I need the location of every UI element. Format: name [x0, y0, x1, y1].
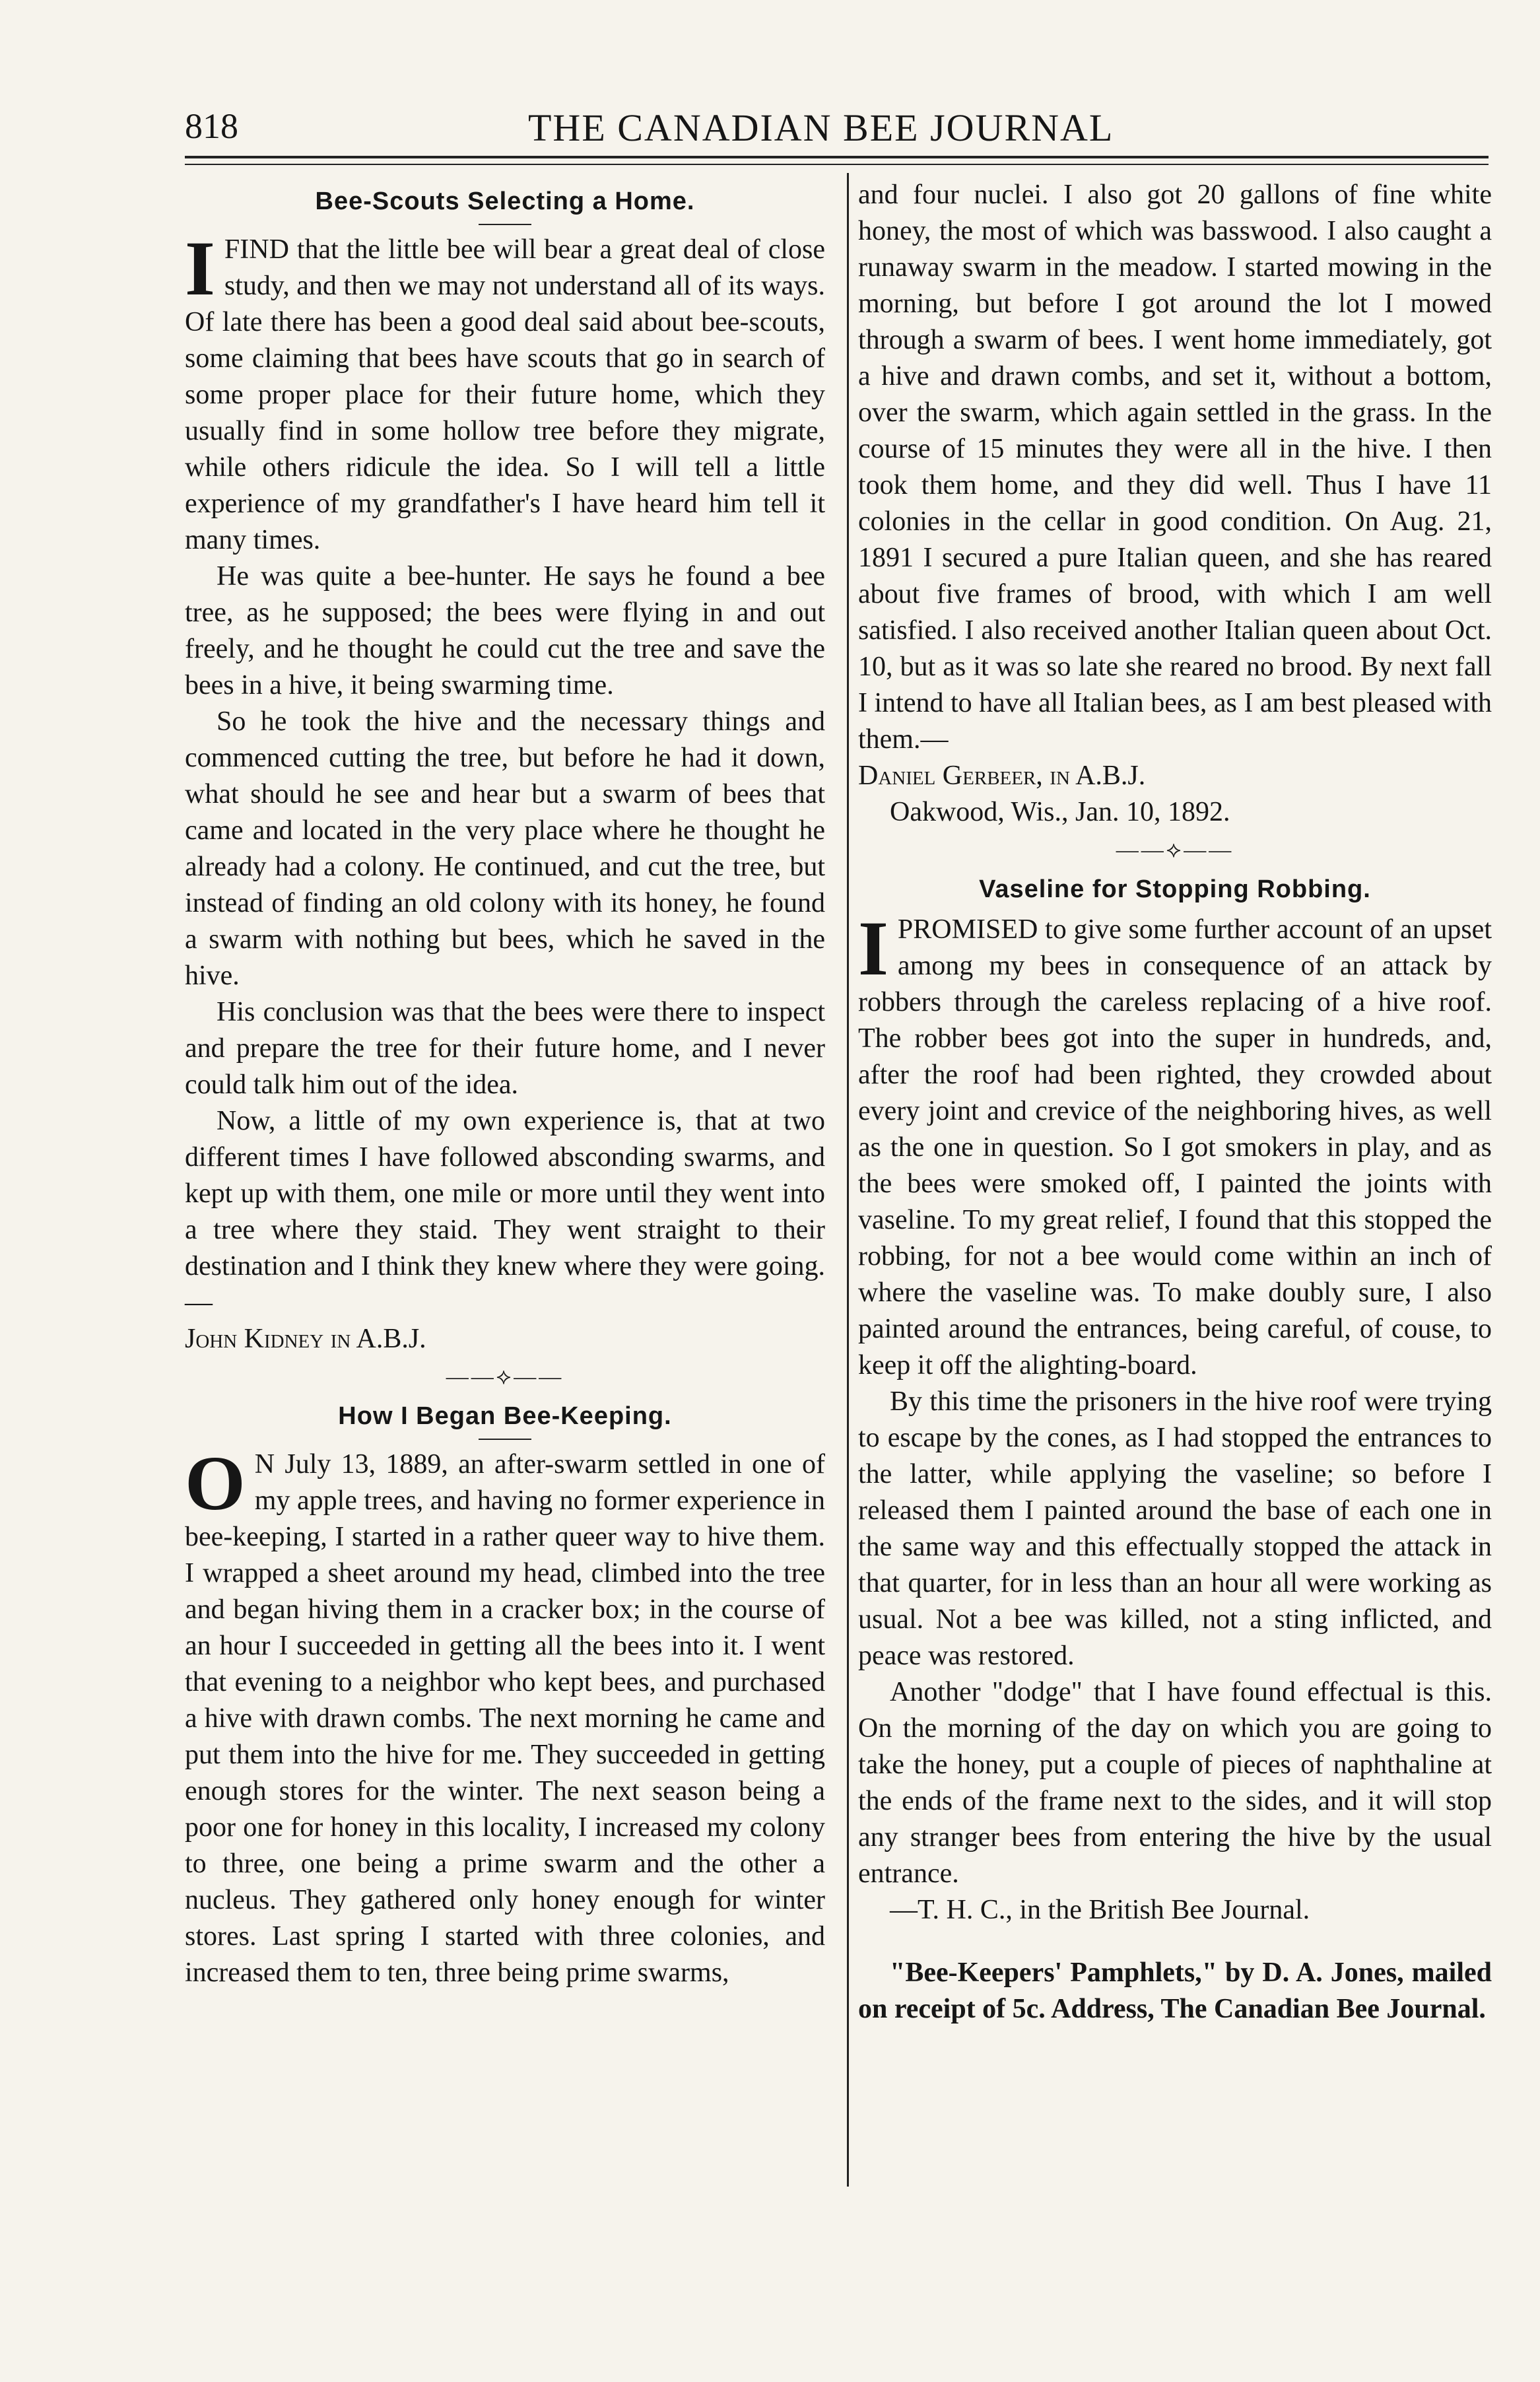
- drop-cap: O: [185, 1440, 246, 1526]
- article-paragraph: So he took the hive and the necessary things and commenced cutting the tree, but before he had it down, what should he see and hear but a swarm of bees that came and located in the very place where he thought he already had a colony. He continued, and cut the tree, but instead of finding an old colony with its honey, he found a swarm with nothing but bees, which he saved in the hive.: [185, 706, 825, 991]
- running-head: [185, 99, 1492, 152]
- page-number: 818: [185, 106, 238, 146]
- article-paragraph: Another "dodge" that I have found effectual is this. On the morning of the day on which you are going to take the honey, put a couple of pieces of naphthaline at the ends of the frame next to the sides, and it will stop any stranger bees from entering the hive by the usual entrance.: [858, 1677, 1492, 1889]
- drop-cap: I: [858, 905, 888, 992]
- article-paragraph: Now, a little of my own experience is, that at two different times I have followed absconding swarms, and kept up with them, one mile or more until they went into a tree where they staid. They went straight to their destination and I think they knew where they were going.—: [185, 1106, 825, 1318]
- article-title-vaseline: Vaseline for Stopping Robbing.: [979, 875, 1371, 903]
- paragraph-text: N July 13, 1889, an after-swarm settled in one of my apple trees, and having no former experience in bee-keeping, I started in a rather queer way to hive them. I wrapped a sheet around my head, climbed into the tree and began hiving them in a cracker box; in the course of an hour I succeeded in getting all the bees into it. I went that evening to a neighbor who kept bees, and purchased a hive with drawn combs. The next morning he came and put them into the hive for me. They succeeded in getting enough stores for the winter. The next season being a poor one for honey in this locality, I increased my colony to three, one being a prime swarm and the other a nucleus. They gathered only honey enough for winter stores. Last spring I started with three colonies, and increased them to ten, three being prime swarms,: [185, 1449, 825, 1988]
- article-paragraph: and four nuclei. I also got 20 gallons of fine white honey, the most of which was basswood. I also caught a runaway swarm in the meadow. I started mowing in the morning, but before I got around the lot I mowed through a swarm of bees. I went home immediately, got a hive and drawn combs, and set it, without a bottom, over the swarm, which again settled in the grass. In the course of 15 minutes they were all in the hive. I then took them home, and they did well. Thus I have 11 colonies in the cellar in good condition. On Aug. 21, 1891 I secured a pure Italian queen, and she has reared about five frames of brood, with which I am well satisfied. I also received another Italian queen about Oct. 10, but as it was so late she reared no brood. By next fall I intend to have all Italian bees, as I am best pleased with them.—: [858, 180, 1492, 755]
- paragraph-text: PROMISED to give some further account of an upset among my bees in consequence of an attack by robbers through the careless replacing of a hive roof. The robber bees got into the super in hundreds, and, after the roof had been righted, they crowded about every joint and crevice of the neighboring hives, as well as the one in question. So I got smokers in play, and as the bees were smoked off, I painted the joints with vaseline. To my great relief, I found that this stopped the robbing, for not a bee would come within an inch of where the vaseline was. To make doubly sure, I also painted around the entrances, being careful, of couse, to keep it off the alighting-board.: [858, 914, 1492, 1380]
- article-dateline: Oakwood, Wis., Jan. 10, 1892.: [890, 797, 1230, 827]
- column-divider: [847, 173, 849, 2187]
- article-signature: Daniel Gerbeer, in A.B.J.: [858, 761, 1146, 791]
- section-ornament: ——⟡——: [1116, 838, 1234, 862]
- title-rule: [479, 1439, 531, 1440]
- article-paragraph: By this time the prisoners in the hive roof were trying to escape by the cones, as I had stopped the entrances to the latter, while applying the vaseline; so before I released them I painted around the base of each one in the same way and this effectually stopped the attack in that quarter, for in less than an hour all were working as usual. Not a bee was killed, not a sting inflicted, and peace was restored.: [858, 1386, 1492, 1671]
- article-paragraph: His conclusion was that the bees were there to inspect and prepare the tree for their future home, and I never could talk him out of the idea.: [185, 997, 825, 1100]
- title-rule: [479, 224, 531, 225]
- spacer: [858, 1928, 1492, 1955]
- pamphlet-notice: "Bee-Keepers' Pamphlets," by D. A. Jones, mailed on receipt of 5c. Address, The Canadian Bee Journal.: [858, 1957, 1492, 2024]
- header-rule: [185, 156, 1489, 158]
- left-column: [185, 177, 825, 1991]
- article-signature: —T. H. C., in the British Bee Journal.: [890, 1895, 1310, 1925]
- article-paragraph: [185, 225, 825, 559]
- drop-cap: I: [185, 225, 215, 312]
- article-paragraph: [185, 1440, 825, 1991]
- section-ornament: ——⟡——: [446, 1365, 564, 1389]
- paragraph-text: FIND that the little bee will bear a great deal of close study, and then we may not understand all of its ways. Of late there has been a good deal said about bee-scouts, some claiming that bees have scouts that go in search of some proper place for their future home, which they usually find in some hollow tree before they migrate, while others ridicule the idea. So I will tell a little experience of my grandfather's I have heard him tell it many times.: [185, 234, 825, 555]
- article-paragraph: [858, 905, 1492, 1384]
- journal-title: THE CANADIAN BEE JOURNAL: [528, 106, 1114, 149]
- article-paragraph: He was quite a bee-hunter. He says he found a bee tree, as he supposed; the bees were flying in and out freely, and he thought he could cut the tree and save the bees in a hive, it being swarming time.: [185, 561, 825, 700]
- article-title-how-i-began: How I Began Bee-Keeping.: [338, 1402, 672, 1430]
- header-rule-thin: [185, 164, 1489, 165]
- article-title-bee-scouts: Bee-Scouts Selecting a Home.: [315, 187, 695, 215]
- article-signature: John Kidney in A.B.J.: [185, 1324, 426, 1354]
- right-column: [858, 177, 1492, 2027]
